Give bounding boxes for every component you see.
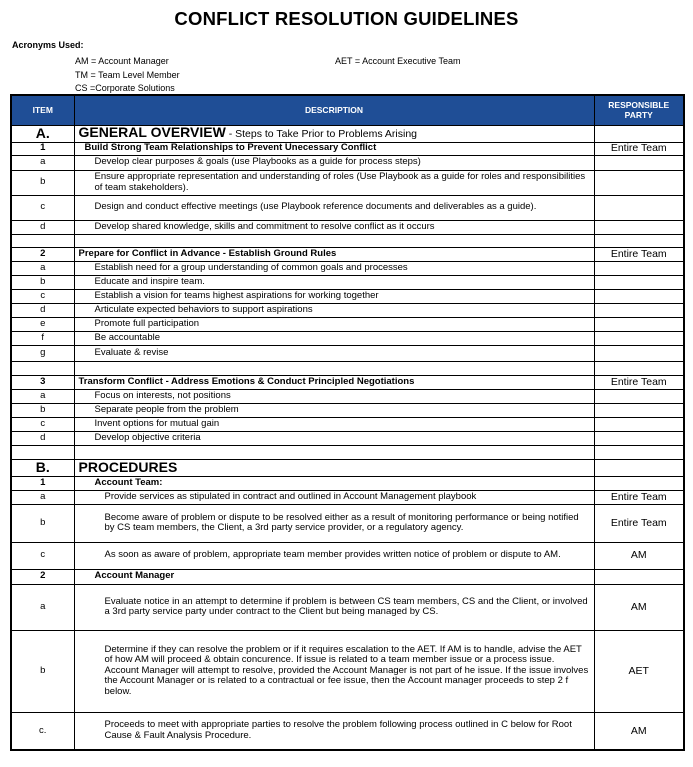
item-cell: 1 <box>11 476 74 490</box>
description-cell <box>74 125 594 142</box>
table-row <box>11 303 684 317</box>
item-cell: b <box>11 504 74 542</box>
party-cell <box>594 195 684 220</box>
description-cell: Promote full participation <box>74 317 594 331</box>
party-cell <box>594 289 684 303</box>
item-cell: a <box>11 490 74 504</box>
item-cell: A. <box>11 125 74 142</box>
party-cell: AM <box>594 542 684 569</box>
description-cell: Evaluate notice in an attempt to determine if problem is between CS team members, CS and the Client, or involved a 3rd party service party under contract to the Client but being managed by CS. <box>74 584 594 630</box>
description-cell: Design and conduct effective meetings (use Playbook reference documents and deliverables as a guide). <box>74 195 594 220</box>
table-row <box>11 389 684 403</box>
table-row <box>11 403 684 417</box>
item-cell: c <box>11 289 74 303</box>
description-cell: Develop clear purposes & goals (use Playbooks as a guide for process steps) <box>74 155 594 170</box>
spacer-row <box>11 234 684 247</box>
description-cell: Invent options for mutual gain <box>74 417 594 431</box>
acronym-am: AM = Account Manager <box>75 56 169 66</box>
section-subtitle: - Steps to Take Prior to Problems Arising <box>225 128 418 141</box>
item-cell: a <box>11 584 74 630</box>
subsection-row <box>11 142 684 155</box>
item-cell: c <box>11 417 74 431</box>
description-cell: Develop objective criteria <box>74 431 594 445</box>
party-cell <box>594 417 684 431</box>
table-row <box>11 220 684 234</box>
item-cell: 2 <box>11 569 74 584</box>
party-cell <box>594 220 684 234</box>
party-cell <box>594 389 684 403</box>
item-cell: b <box>11 170 74 195</box>
subsection-row <box>11 247 684 261</box>
spacer-row <box>11 445 684 459</box>
description-cell: Evaluate & revise <box>74 345 594 361</box>
party-cell <box>594 234 684 247</box>
table-row <box>11 170 684 195</box>
party-cell: Entire Team <box>594 142 684 155</box>
description-cell: Educate and inspire team. <box>74 275 594 289</box>
table-row <box>11 317 684 331</box>
item-cell: c. <box>11 712 74 750</box>
header-party: RESPONSIBLE PARTY <box>594 95 684 125</box>
table-row <box>11 431 684 445</box>
party-cell: Entire Team <box>594 490 684 504</box>
header-description: DESCRIPTION <box>74 95 594 125</box>
item-cell: d <box>11 303 74 317</box>
description-cell: Become aware of problem or dispute to be resolved either as a result of monitoring performance or being notified by CS team members, the Client, a 3rd party service provider, or a regulatory agency. <box>74 504 594 542</box>
table-row <box>11 542 684 569</box>
table-row <box>11 630 684 712</box>
party-cell <box>594 125 684 142</box>
description-cell: Develop shared knowledge, skills and commitment to resolve conflict as it occurs <box>74 220 594 234</box>
item-cell: 3 <box>11 375 74 389</box>
page-title: CONFLICT RESOLUTION GUIDELINES <box>174 8 519 29</box>
acronym-tm: TM = Team Level Member <box>75 70 180 80</box>
item-cell: d <box>11 431 74 445</box>
description-cell: Prepare for Conflict in Advance - Establish Ground Rules <box>74 247 594 261</box>
subsection-row <box>11 476 684 490</box>
item-cell <box>11 445 74 459</box>
party-cell: Entire Team <box>594 247 684 261</box>
description-cell <box>74 361 594 375</box>
table-row <box>11 490 684 504</box>
description-cell: Account Manager <box>74 569 594 584</box>
acronym-aet: AET = Account Executive Team <box>335 56 461 66</box>
description-cell: Articulate expected behaviors to support aspirations <box>74 303 594 317</box>
subsection-row <box>11 375 684 389</box>
section-title: GENERAL OVERVIEW <box>78 125 226 141</box>
table-row <box>11 345 684 361</box>
party-cell <box>594 261 684 275</box>
spacer-row <box>11 361 684 375</box>
party-cell <box>594 445 684 459</box>
item-cell: c <box>11 195 74 220</box>
party-cell: Entire Team <box>594 504 684 542</box>
party-cell <box>594 170 684 195</box>
description-cell: Establish a vision for teams highest aspirations for working together <box>74 289 594 303</box>
item-cell: a <box>11 261 74 275</box>
table-row <box>11 584 684 630</box>
item-cell: f <box>11 331 74 345</box>
item-cell: 1 <box>11 142 74 155</box>
party-cell <box>594 275 684 289</box>
item-cell: b <box>11 275 74 289</box>
description-cell: Be accountable <box>74 331 594 345</box>
description-cell: Separate people from the problem <box>74 403 594 417</box>
acronyms-label: Acronyms Used: <box>12 40 84 50</box>
description-cell: Proceeds to meet with appropriate parties to resolve the problem following process outlined in C below for Root Cause & Fault Analysis Procedure. <box>74 712 594 750</box>
party-cell <box>594 361 684 375</box>
header-item: ITEM <box>11 95 74 125</box>
party-cell: AET <box>594 630 684 712</box>
party-cell: Entire Team <box>594 375 684 389</box>
table-row <box>11 417 684 431</box>
party-cell <box>594 459 684 476</box>
description-cell: As soon as aware of problem, appropriate team member provides written notice of problem or dispute to AM. <box>74 542 594 569</box>
description-cell: PROCEDURES <box>74 459 594 476</box>
party-cell <box>594 155 684 170</box>
item-cell: c <box>11 542 74 569</box>
item-cell: g <box>11 345 74 361</box>
table-row <box>11 504 684 542</box>
table-row <box>11 289 684 303</box>
item-cell <box>11 361 74 375</box>
description-cell <box>74 234 594 247</box>
party-cell <box>594 403 684 417</box>
description-cell: Focus on interests, not positions <box>74 389 594 403</box>
item-cell: B. <box>11 459 74 476</box>
table-row <box>11 275 684 289</box>
item-cell: b <box>11 630 74 712</box>
item-cell: 2 <box>11 247 74 261</box>
party-cell: AM <box>594 584 684 630</box>
item-cell: d <box>11 220 74 234</box>
party-cell <box>594 317 684 331</box>
item-cell: a <box>11 155 74 170</box>
party-cell <box>594 303 684 317</box>
table-row <box>11 261 684 275</box>
table-row <box>11 712 684 750</box>
description-cell <box>74 445 594 459</box>
table-row <box>11 155 684 170</box>
party-cell: AM <box>594 712 684 750</box>
subsection-row <box>11 569 684 584</box>
description-cell: Ensure appropriate representation and understanding of roles (Use Playbook as a guide for roles and responsibilities of team stakeholders). <box>74 170 594 195</box>
description-cell: Provide services as stipulated in contract and outlined in Account Management playbook <box>74 490 594 504</box>
party-cell <box>594 476 684 490</box>
party-cell <box>594 431 684 445</box>
party-cell <box>594 331 684 345</box>
item-cell: b <box>11 403 74 417</box>
acronym-cs: CS =Corporate Solutions <box>75 83 175 93</box>
table-row <box>11 195 684 220</box>
section-row <box>11 125 684 142</box>
table-row <box>11 331 684 345</box>
party-cell <box>594 569 684 584</box>
description-cell: Transform Conflict - Address Emotions & Conduct Principled Negotiations <box>74 375 594 389</box>
party-cell <box>594 345 684 361</box>
guidelines-table <box>10 94 685 751</box>
section-row <box>11 459 684 476</box>
item-cell: e <box>11 317 74 331</box>
description-cell: Determine if they can resolve the problem or if it requires escalation to the AET. If AM is to handle, advise the AET of how AM will proceed & obtain concurence. If issue is related to a team member issue or a process issue. Account Manager will attempt to resolve, provided the Account Manager is not part of he issue. If the issue involves the Account Manager or is related to a contractual or fee issue, then the Account manager proceeds to step 2 f below. <box>74 630 594 712</box>
item-cell <box>11 234 74 247</box>
item-cell: a <box>11 389 74 403</box>
description-cell: Build Strong Team Relationships to Prevent Unecessary Conflict <box>74 142 594 155</box>
description-cell: Establish need for a group understanding of common goals and processes <box>74 261 594 275</box>
table-header-row <box>11 95 684 125</box>
description-cell: Account Team: <box>74 476 594 490</box>
